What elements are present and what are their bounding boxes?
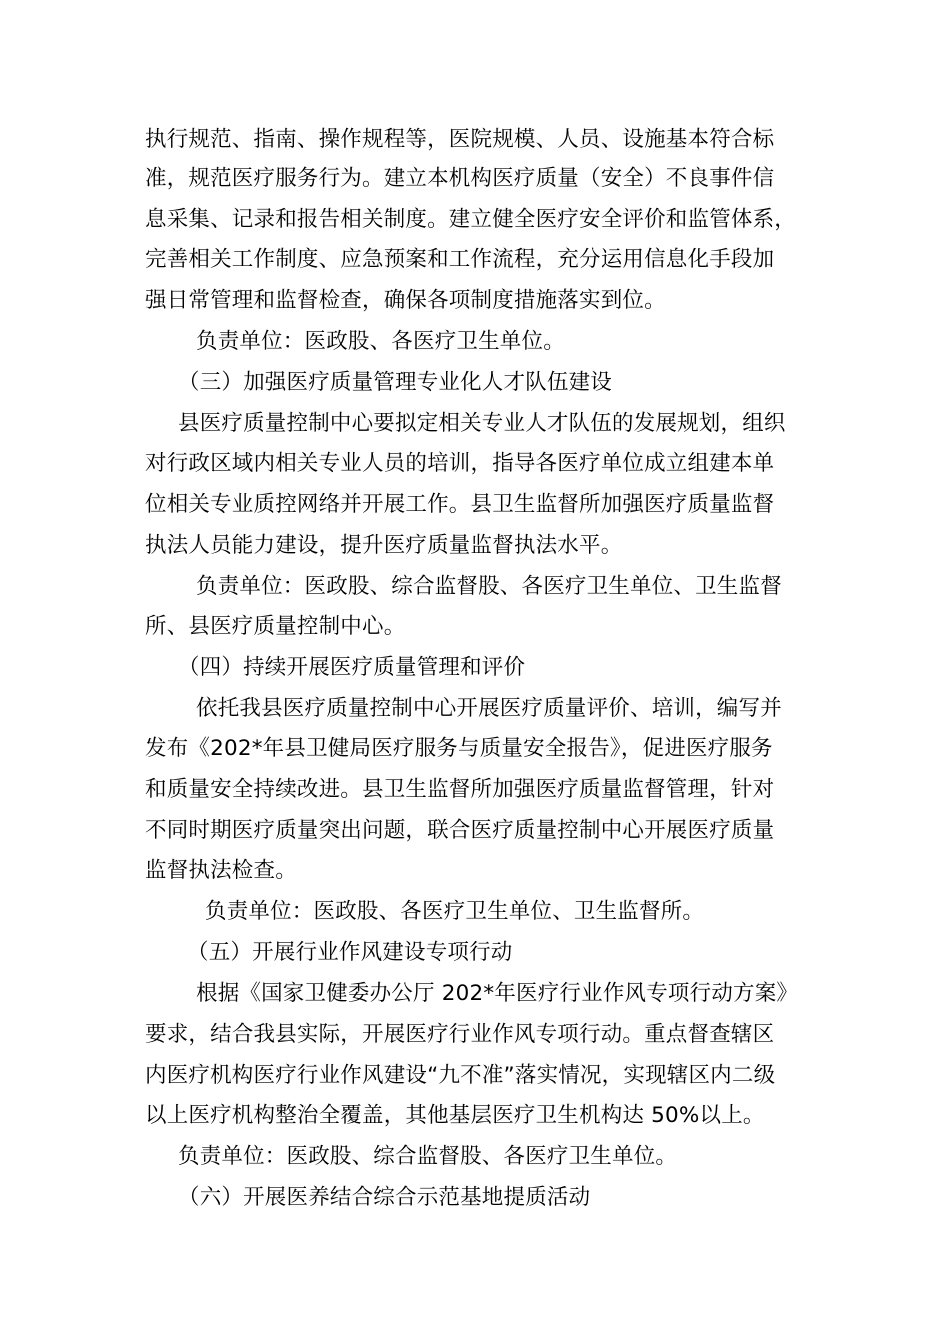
paragraph-line: 内医疗机构医疗行业作风建设“九不准”落实情况，实现辖区内二级	[145, 1063, 776, 1088]
paragraph-line: 发布《202*年县卫健局医疗服务与质量安全报告》，促进医疗服务	[145, 736, 773, 761]
paragraph-line: 强日常管理和监督检查，确保各项制度措施落实到位。	[145, 288, 666, 313]
section-heading: （六）开展医养结合综合示范基地提质活动	[178, 1185, 591, 1210]
paragraph-line: 不同时期医疗质量突出问题，联合医疗质量控制中心开展医疗质量	[145, 818, 775, 843]
paragraph-line: 根据《国家卫健委办公厅 202*年医疗行业作风专项行动方案》	[196, 981, 799, 1006]
paragraph-line: 准，规范医疗服务行为。建立本机构医疗质量（安全）不良事件信	[145, 166, 775, 191]
section-heading: （五）开展行业作风建设专项行动	[187, 940, 513, 965]
responsible-unit: 负责单位：医政股、各医疗卫生单位、卫生监督所。	[205, 899, 705, 924]
paragraph-line: 执法人员能力建设，提升医疗质量监督执法水平。	[145, 533, 623, 558]
responsible-unit: 负责单位：医政股、各医疗卫生单位。	[196, 329, 565, 354]
paragraph-line: 依托我县医疗质量控制中心开展医疗质量评价、培训，编写并	[196, 696, 782, 721]
paragraph-line: 要求，结合我县实际，开展医疗行业作风专项行动。重点督查辖区	[145, 1022, 775, 1047]
paragraph-line: 以上医疗机构整治全覆盖，其他基层医疗卫生机构达 50%以上。	[145, 1103, 765, 1128]
section-heading: （三）加强医疗质量管理专业化人才队伍建设	[178, 370, 613, 395]
responsible-unit: 负责单位：医政股、综合监督股、各医疗卫生单位。	[178, 1144, 678, 1169]
paragraph-line: 和质量安全持续改进。县卫生监督所加强医疗质量监督管理，针对	[145, 777, 775, 802]
section-heading: （四）持续开展医疗质量管理和评价	[178, 655, 526, 680]
paragraph-line: 监督执法检查。	[145, 858, 297, 883]
paragraph-line: 完善相关工作制度、应急预案和工作流程，充分运用信息化手段加	[145, 247, 775, 272]
responsible-unit-cont: 所、县医疗质量控制中心。	[145, 614, 406, 639]
responsible-unit: 负责单位：医政股、综合监督股、各医疗卫生单位、卫生监督	[196, 574, 782, 599]
paragraph-line: 执行规范、指南、操作规程等，医院规模、人员、设施基本符合标	[145, 127, 775, 152]
paragraph-line: 对行政区域内相关专业人员的培训，指导各医疗单位成立组建本单	[145, 451, 775, 476]
paragraph-line: 位相关专业质控网络并开展工作。县卫生监督所加强医疗质量监督	[145, 492, 775, 517]
paragraph-line: 县医疗质量控制中心要拟定相关专业人才队伍的发展规划，组织	[178, 411, 786, 436]
paragraph-line: 息采集、记录和报告相关制度。建立健全医疗安全评价和监管体系，	[145, 207, 797, 232]
